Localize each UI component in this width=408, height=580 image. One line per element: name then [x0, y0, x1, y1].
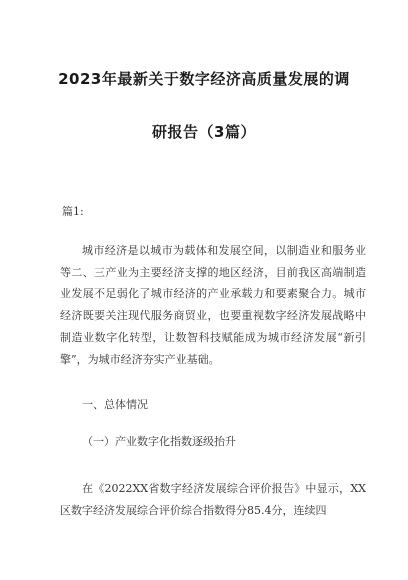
subsection-heading-industry-index: （一）产业数字化指数逐级抬升 [82, 435, 236, 448]
section-heading-overview: 一、总体情况 [82, 398, 148, 411]
body-paragraph-2: 在《2022XX省数字经济发展综合评价报告》中显示，XX区数字经济发展综合评价综合指数得分85.4分，连续四 [60, 482, 366, 517]
body-paragraph-1: 城市经济是以城市为载体和发展空间，以制造业和服务业等二、三产业为主要经济支撑的地区经济，目前我区高端制造业发展不足弱化了城市经济的产业承载力和要素聚合力。城市经济既要关注现代服务商贸业，也要重视数字经济发展战略中制造业数字化转型，让数智科技赋能成为城市经济发展“新引擎”，为城市经济夯实产业基础。 [60, 244, 366, 366]
section-label: 篇1: [62, 205, 84, 218]
document-title-line-1: 2023年最新关于数字经济高质量发展的调 [58, 70, 350, 88]
document-title-line-2: 研报告（3篇） [152, 123, 256, 141]
